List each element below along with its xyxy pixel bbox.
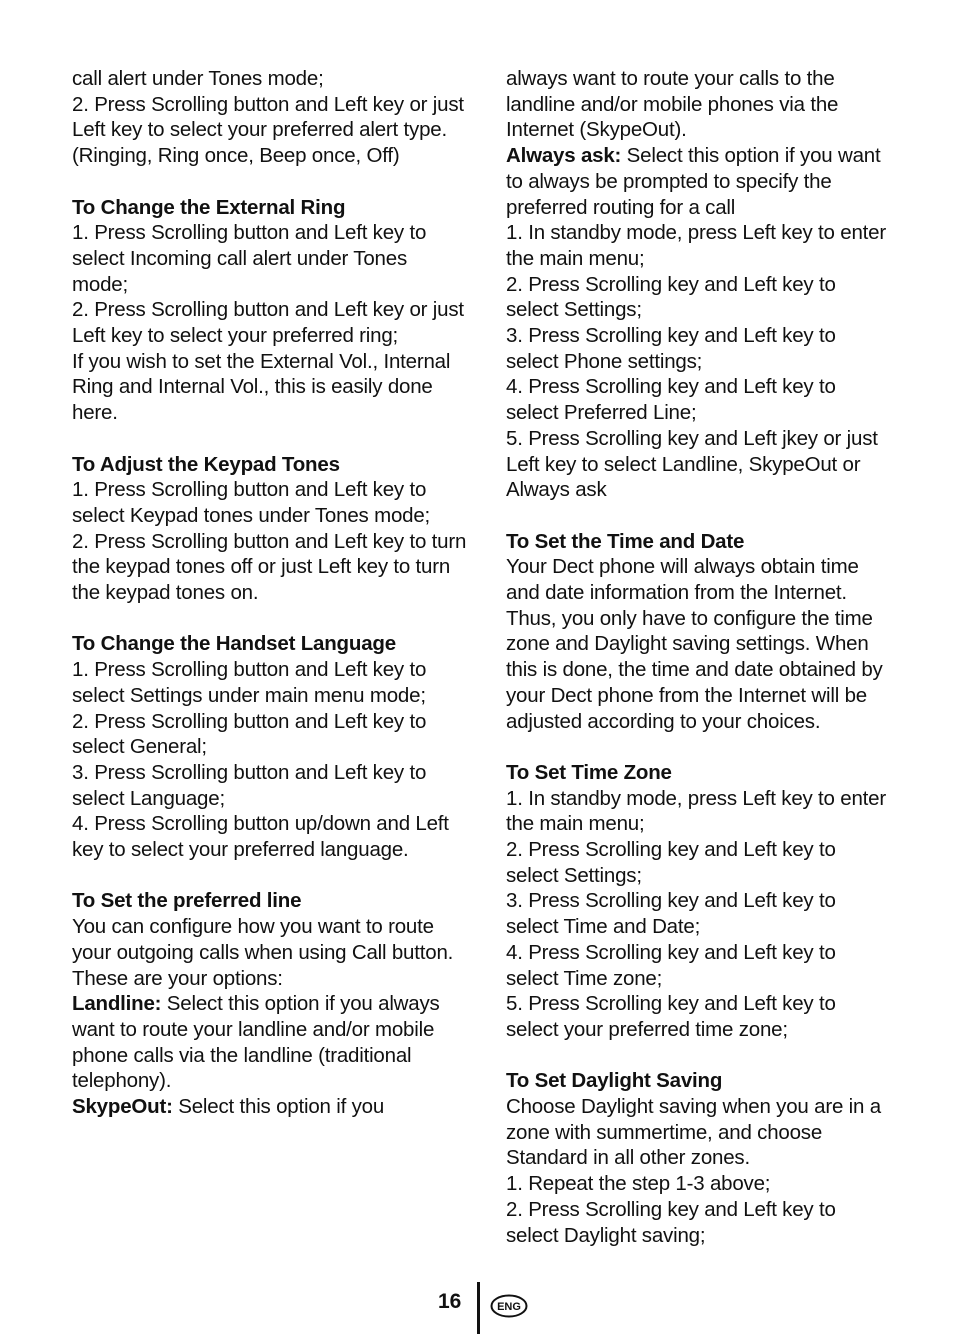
language-badge-icon xyxy=(490,1294,528,1318)
paragraph: If you wish to set the External Vol., Internal Ring and Internal Vol., this is easily done here. xyxy=(72,349,451,425)
section-heading-daylight: To Set Daylight Saving xyxy=(506,1069,723,1093)
page-number: 16 xyxy=(438,1290,462,1313)
section-heading-keypad-tones: To Adjust the Keypad Tones xyxy=(72,452,340,476)
step-text: 2. Press Scrolling button and Left key or just Left key to select your preferred ring; xyxy=(72,298,464,348)
footer-divider xyxy=(477,1282,480,1334)
option-always-ask xyxy=(506,143,891,220)
option-label: SkypeOut: xyxy=(72,1095,173,1119)
step-text: 2. Press Scrolling key and Left key to select Settings; xyxy=(506,838,836,887)
step-text: 3. Press Scrolling button and Left key to select Language; xyxy=(72,760,427,810)
paragraph: call alert under Tones mode; xyxy=(72,67,324,90)
section-heading-external-ring: To Change the External Ring xyxy=(72,195,346,219)
paragraph: always want to route your calls to the landline and/or mobile phones via the Internet (SkypeOut). xyxy=(506,67,839,142)
option-text: Select this option if you want to always be prompted to specify the preferred routing for a call xyxy=(506,144,881,219)
paragraph: 2. Press Scrolling button and Left key or just Left key to select your preferred alert type. (Ringing, Ring once, Beep once, Off) xyxy=(72,92,464,168)
step-text: 1. In standby mode, press Left key to enter the main menu; xyxy=(506,221,886,270)
option-landline xyxy=(72,991,467,1094)
step-text: 2. Press Scrolling key and Left key to select Daylight saving; xyxy=(506,1197,836,1247)
step-text: 1. Press Scrolling button and Left key to select Incoming call alert under Tones mode; xyxy=(72,221,427,296)
step-text: 1. Press Scrolling button and Left key to select Keypad tones under Tones mode; xyxy=(72,478,431,527)
step-text: 2. Press Scrolling key and Left key to select Settings; xyxy=(506,272,836,322)
step-text: 4. Press Scrolling button up/down and Left key to select your preferred language. xyxy=(72,812,449,862)
paragraph: These are your options: xyxy=(72,966,283,990)
option-label: Always ask: xyxy=(506,144,622,168)
left-column xyxy=(72,66,467,1120)
section-heading-time-date: To Set the Time and Date xyxy=(506,529,745,553)
step-text: 4. Press Scrolling key and Left key to select Preferred Line; xyxy=(506,375,836,425)
page-footer xyxy=(0,1282,954,1332)
option-skypeout xyxy=(72,1094,467,1120)
step-text: 2. Press Scrolling button and Left key to select General; xyxy=(72,709,427,759)
right-column xyxy=(506,66,891,1248)
step-text: 5. Press Scrolling key and Left key to select your preferred time zone; xyxy=(506,992,836,1041)
step-text: 3. Press Scrolling key and Left key to select Phone settings; xyxy=(506,324,836,373)
step-text: 4. Press Scrolling key and Left key to select Time zone; xyxy=(506,940,836,990)
step-text: 5. Press Scrolling key and Left jkey or just Left key to select Landline, SkypeOut or Always ask xyxy=(506,426,878,502)
option-label: Landline: xyxy=(72,992,162,1016)
paragraph: You can configure how you want to route your outgoing calls when using Call button. xyxy=(72,915,454,964)
step-text: 1. Press Scrolling button and Left key to select Settings under main menu mode; xyxy=(72,658,427,707)
section-heading-handset-language: To Change the Handset Language xyxy=(72,632,396,656)
step-text: 1. Repeat the step 1-3 above; xyxy=(506,1172,771,1196)
paragraph: Your Dect phone will always obtain time and date information from the Internet. Thus, you only have to configure the time zone and Daylight saving settings. When this is done, the time and date obtained by your Dect phone from the Internet will be adjusted according to your choices. xyxy=(506,555,883,733)
option-text: Select this option if you always want to route your landline and/or mobile phone calls via the landline (traditional telephony). xyxy=(72,992,440,1093)
step-text: 3. Press Scrolling key and Left key to select Time and Date; xyxy=(506,889,836,939)
section-heading-time-zone: To Set Time Zone xyxy=(506,760,672,784)
paragraph: Choose Daylight saving when you are in a zone with summertime, and choose Standard in all other zones. xyxy=(506,1095,881,1170)
section-heading-preferred-line: To Set the preferred line xyxy=(72,889,302,913)
step-text: 2. Press Scrolling button and Left key to turn the keypad tones off or just Left key to turn the keypad tones on. xyxy=(72,529,467,605)
step-text: 1. In standby mode, press Left key to enter the main menu; xyxy=(506,786,886,836)
option-text: Select this option if you xyxy=(172,1095,385,1119)
language-badge-label: ENG xyxy=(497,1301,521,1313)
